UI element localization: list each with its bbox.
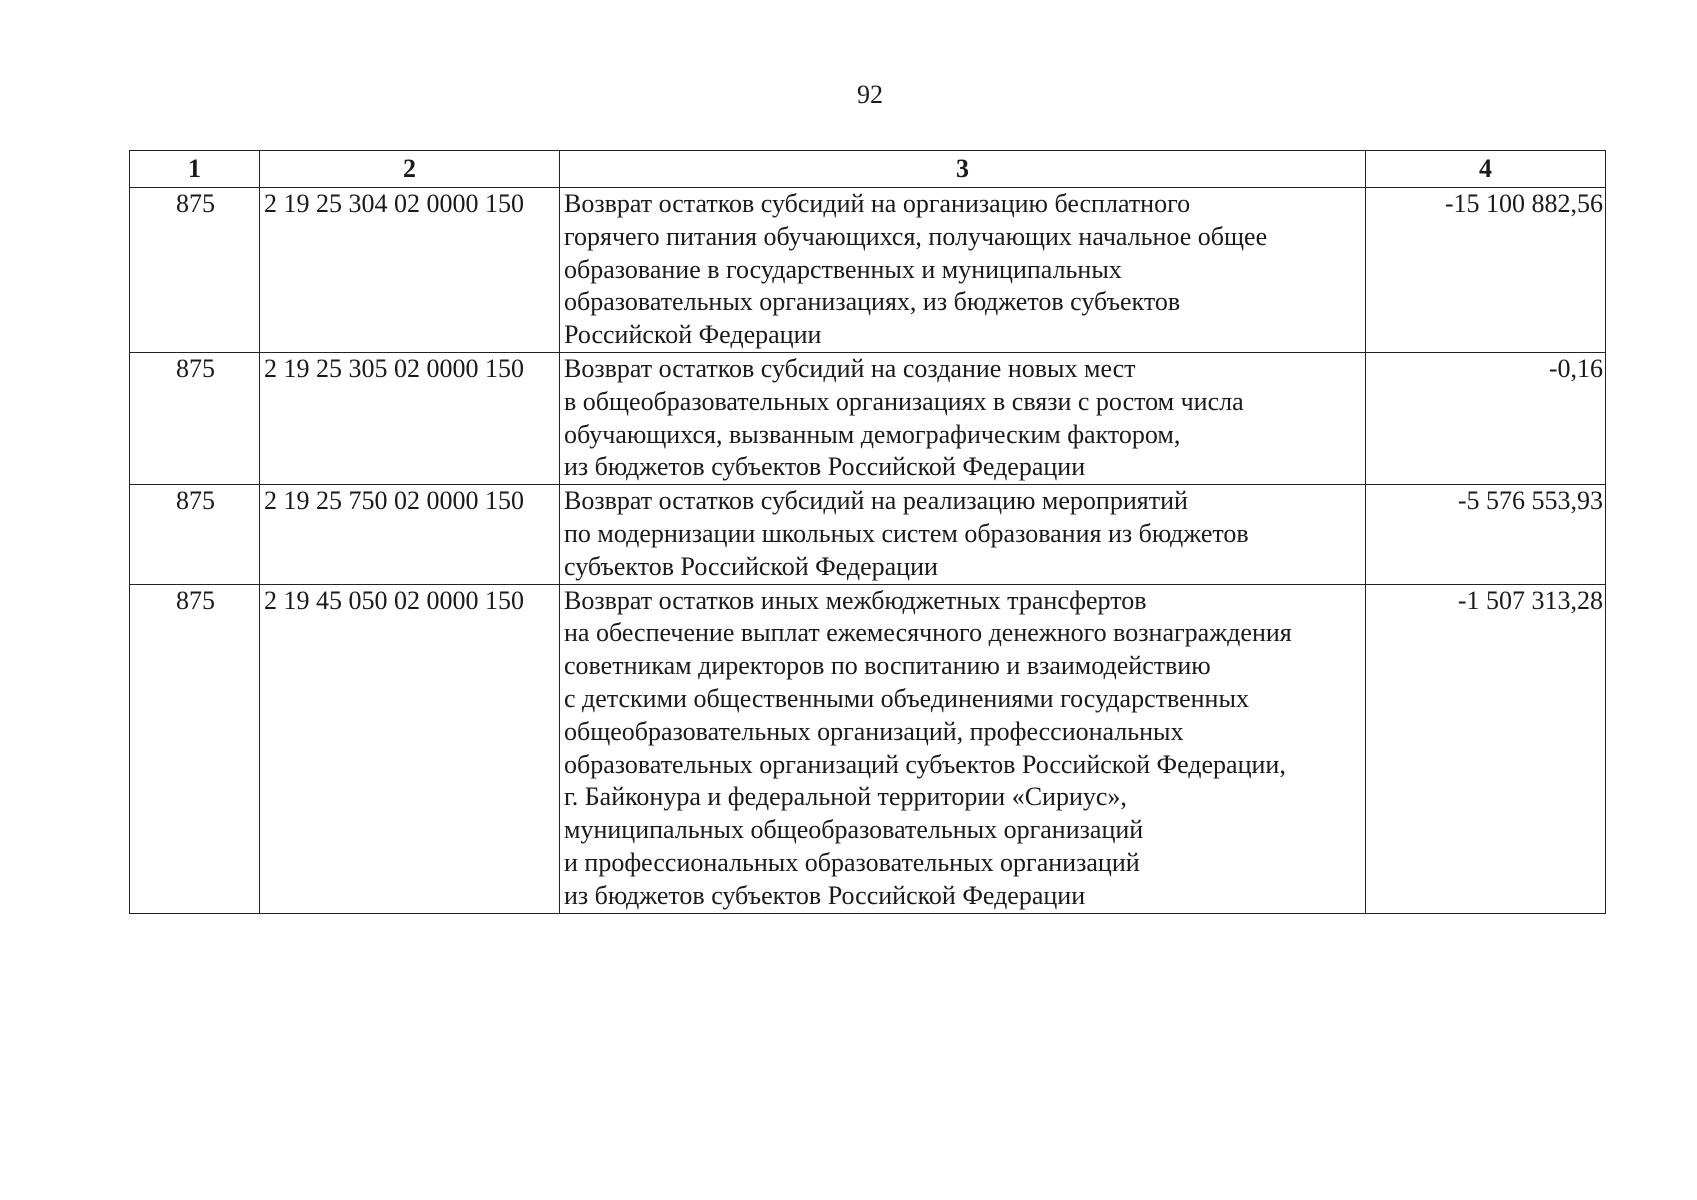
description-line: на обеспечение выплат ежемесячного денежного вознаграждения [564,618,1292,648]
description-line: образовательных организациях, из бюджетов субъектов [564,287,1181,317]
description-line: с детскими общественными объединениями государственных [564,683,1249,713]
table-header-row [130,151,1606,188]
amount-cell: -0,16 [1366,352,1606,484]
table-row [130,584,1606,913]
table-row [130,188,1606,353]
column-header-2: 2 [260,151,560,188]
description-line: муниципальных общеобразовательных организаций [564,815,1144,845]
description-line: г. Байконура и федеральной территории «Сириус», [564,782,1127,812]
description-line: обучающихся, вызванным демографическим фактором, [564,419,1181,449]
description-line: Возврат остатков иных межбюджетных трансфертов [564,585,1147,615]
amount-cell: -1 507 313,28 [1366,584,1606,913]
description-line: Возврат остатков субсидий на создание новых мест [564,353,1136,383]
description-line: в общеобразовательных организациях в связи с ростом числа [564,386,1244,416]
admin-code-cell: 875 [130,584,260,913]
description-line: субъектов Российской Федерации [564,551,938,581]
description-line: и профессиональных образовательных организаций [564,847,1140,877]
description-line: советникам директоров по воспитанию и взаимодействию [564,651,1211,681]
budget-code-cell: 2 19 25 750 02 0000 150 [260,485,560,584]
description-line: общеобразовательных организаций, профессиональных [564,716,1184,746]
description-cell [560,485,1366,584]
admin-code-cell: 875 [130,485,260,584]
description-line: образование в государственных и муниципальных [564,254,1122,284]
description-cell [560,584,1366,913]
column-header-4: 4 [1366,151,1606,188]
description-line: образовательных организаций субъектов Российской Федерации, [564,749,1286,779]
admin-code-cell: 875 [130,352,260,484]
description-line: Возврат остатков субсидий на реализацию мероприятий [564,486,1188,516]
column-header-1: 1 [130,151,260,188]
column-header-3: 3 [560,151,1366,188]
description-line: из бюджетов субъектов Российской Федерации [564,880,1086,910]
table-row [130,352,1606,484]
description-cell [560,188,1366,353]
description-line: горячего питания обучающихся, получающих начальное общее [564,221,1268,251]
description-line: Российской Федерации [564,320,822,350]
amount-cell: -15 100 882,56 [1366,188,1606,353]
budget-code-cell: 2 19 45 050 02 0000 150 [260,584,560,913]
amount-cell: -5 576 553,93 [1366,485,1606,584]
description-line: по модернизации школьных систем образования из бюджетов [564,518,1249,548]
budget-code-cell: 2 19 25 305 02 0000 150 [260,352,560,484]
page-number: 92 [857,80,883,109]
description-line: Возврат остатков субсидий на организацию бесплатного [564,189,1191,218]
description-line: из бюджетов субъектов Российской Федерации [564,452,1086,482]
table-row [130,485,1606,584]
budget-table [129,150,1606,914]
description-cell [560,352,1366,484]
budget-code-cell: 2 19 25 304 02 0000 150 [260,188,560,353]
table-body [130,188,1606,914]
admin-code-cell: 875 [130,188,260,353]
